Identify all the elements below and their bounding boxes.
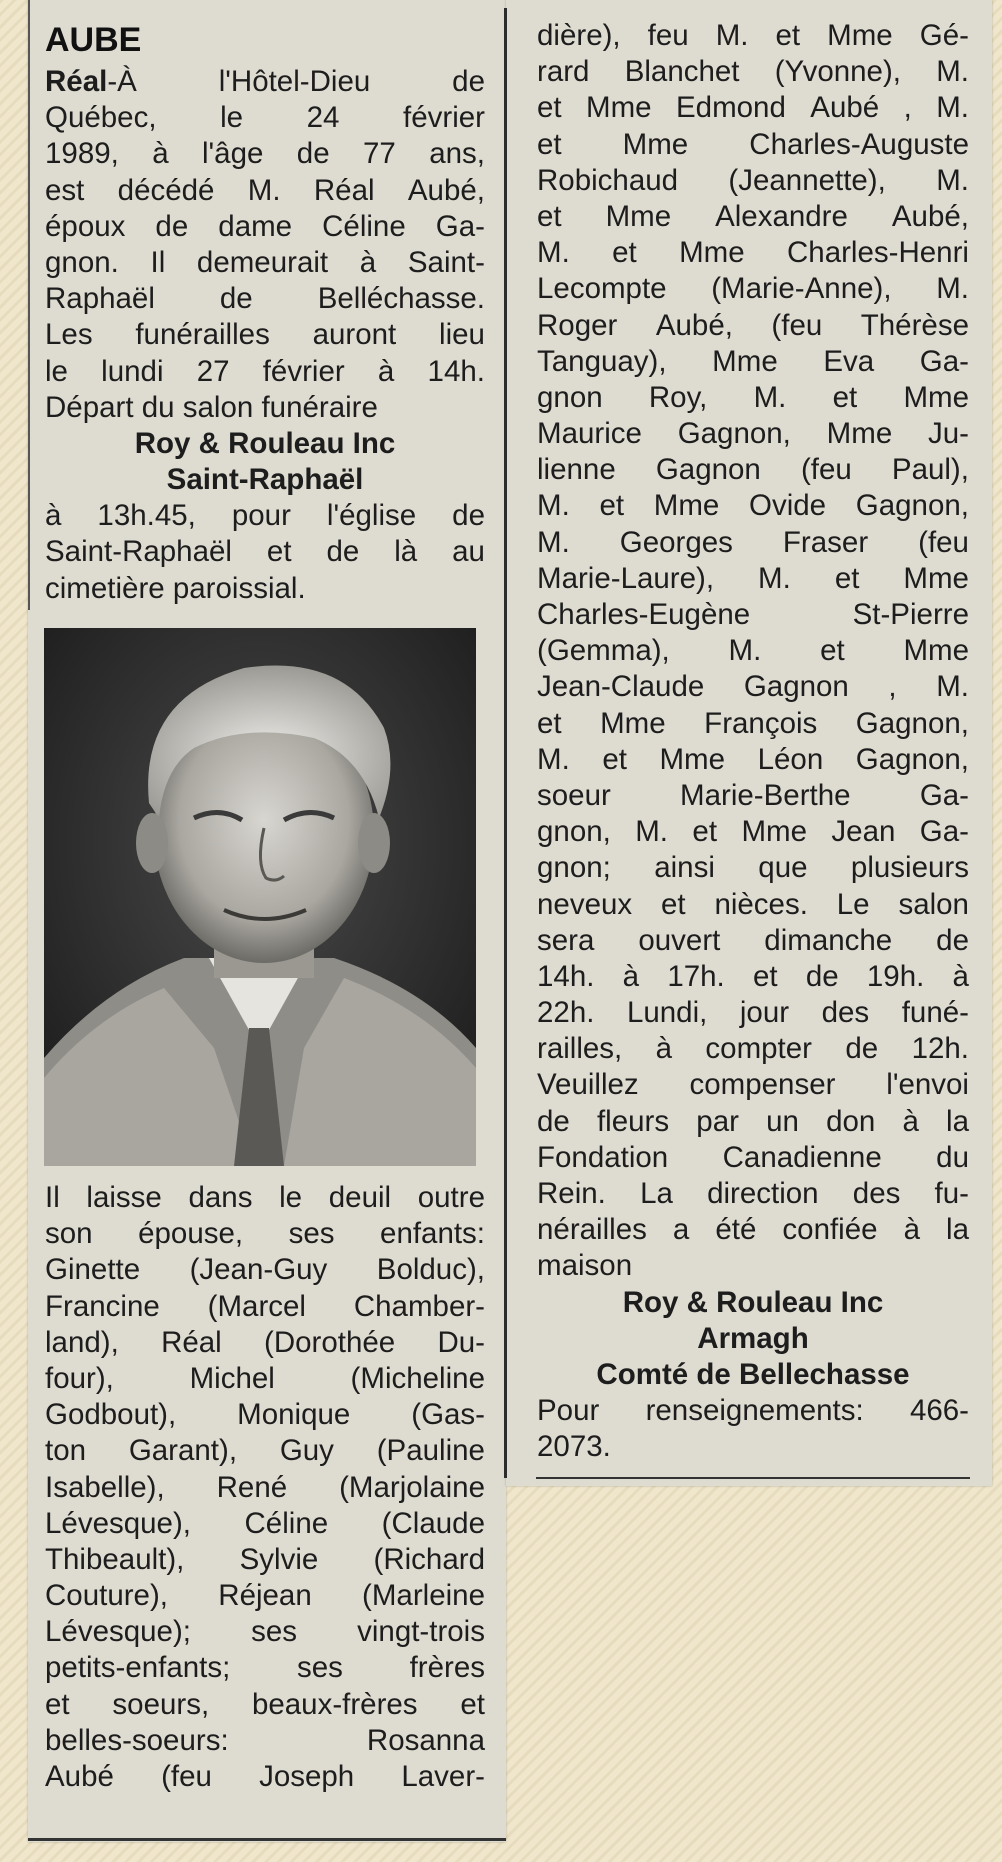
text-line: gnon Roy, M. et Mme bbox=[537, 380, 969, 414]
funeral-home-1-name: Roy & Rouleau Inc bbox=[134, 426, 396, 460]
survivors-right bbox=[537, 18, 969, 1466]
text-line: M. et Mme Charles-Henri bbox=[537, 236, 969, 270]
text-line: Québec, le 24 février bbox=[45, 101, 485, 135]
obituary-intro bbox=[45, 18, 485, 607]
text-line: Aubé (feu Joseph Laver- bbox=[45, 1760, 485, 1793]
text-line: est décédé M. Réal Aubé, bbox=[45, 173, 485, 207]
text-line: cimetière paroissial. bbox=[45, 571, 306, 605]
intro-paragraph bbox=[45, 64, 485, 426]
text-line: Charles-Eugène St-Pierre bbox=[537, 598, 969, 631]
text-line: gnon; ainsi que plusieurs bbox=[537, 851, 969, 885]
text-line: nérailles a été confiée à la bbox=[537, 1213, 969, 1247]
funeral-home-2-location: Armagh bbox=[697, 1321, 809, 1355]
text-line: Il laisse dans le deuil outre bbox=[45, 1181, 485, 1214]
column-divider bbox=[504, 8, 507, 1478]
bottom-rule-right bbox=[536, 1477, 970, 1479]
text-line: 22h. Lundi, jour des funé- bbox=[537, 996, 969, 1030]
text-line: Tanguay), Mme Eva Ga- bbox=[537, 344, 969, 378]
text-line: ton Garant), Guy (Pauline bbox=[45, 1434, 485, 1468]
text-line: Maurice Gagnon, Mme Ju- bbox=[537, 417, 969, 451]
text-line: Départ du salon funéraire bbox=[45, 390, 378, 424]
text-line: 2073. bbox=[537, 1430, 611, 1464]
text-line: petits-enfants; ses frères bbox=[45, 1651, 485, 1685]
text-line: M. et Mme Ovide Gagnon, bbox=[537, 489, 969, 523]
text-line: land), Réal (Dorothée Du- bbox=[45, 1325, 485, 1359]
survivors-left bbox=[45, 1180, 485, 1795]
text-line: rard Blanchet (Yvonne), M. bbox=[537, 55, 969, 89]
text-line: Roger Aubé, (feu Thérèse bbox=[537, 308, 969, 342]
text-line: sera ouvert dimanche de bbox=[537, 923, 969, 957]
text-line: Thibeault), Sylvie (Richard bbox=[45, 1542, 485, 1576]
text-line: Rein. La direction des fu- bbox=[537, 1177, 969, 1210]
text-line: 1989, à l'âge de 77 ans, bbox=[45, 137, 485, 171]
obituary-heading: AUBE bbox=[45, 21, 142, 59]
text-line: époux de dame Céline Ga- bbox=[45, 209, 485, 243]
text-line: gnon. Il demeurait à Saint- bbox=[45, 245, 485, 279]
departure-paragraph bbox=[45, 498, 485, 607]
text-line: gnon, M. et Mme Jean Ga- bbox=[537, 815, 969, 849]
funeral-home-2-name: Roy & Rouleau Inc bbox=[622, 1285, 884, 1319]
text-line: Isabelle), René (Marjolaine bbox=[45, 1470, 485, 1504]
text-line: de fleurs par un don à la bbox=[537, 1104, 969, 1138]
text-line: Lévesque), Céline (Claude bbox=[45, 1506, 485, 1540]
text-line: son épouse, ses enfants: bbox=[45, 1217, 485, 1251]
bottom-rule-left bbox=[28, 1838, 506, 1841]
text-line: Robichaud (Jeannette), M. bbox=[537, 163, 969, 197]
text-line: Veuillez compenser l'envoi bbox=[537, 1068, 969, 1102]
funeral-home-2-county: Comté de Bellechasse bbox=[596, 1357, 910, 1391]
text-line: Réal-À l'Hôtel-Dieu de bbox=[45, 65, 485, 98]
text-line: M. Georges Fraser (feu bbox=[537, 525, 969, 559]
text-line: dière), feu M. et Mme Gé- bbox=[537, 19, 969, 52]
text-line: Jean-Claude Gagnon , M. bbox=[537, 670, 969, 704]
text-line: belles-soeurs: Rosanna bbox=[45, 1723, 485, 1757]
text-line: Marie-Laure), M. et Mme bbox=[537, 561, 969, 595]
text-line: 14h. à 17h. et de 19h. à bbox=[537, 959, 969, 993]
text-line: Francine (Marcel Chamber- bbox=[45, 1289, 485, 1323]
funeral-home-1-location: Saint-Raphaël bbox=[166, 463, 364, 497]
text-line: Les funérailles auront lieu bbox=[45, 318, 485, 352]
text-line: à 13h.45, pour l'église de bbox=[45, 499, 485, 533]
text-line: le lundi 27 février à 14h. bbox=[45, 354, 485, 388]
text-line: Saint-Raphaël et de là au bbox=[45, 535, 485, 569]
text-line: railles, à compter de 12h. bbox=[537, 1032, 969, 1066]
text-line: lienne Gagnon (feu Paul), bbox=[537, 453, 969, 487]
text-line: Fondation Canadienne du bbox=[537, 1140, 969, 1174]
text-line: Lévesque); ses vingt-trois bbox=[45, 1615, 485, 1649]
text-line: maison bbox=[537, 1249, 633, 1283]
text-line: et Mme François Gagnon, bbox=[537, 706, 969, 740]
text-line: Lecompte (Marie-Anne), M. bbox=[537, 272, 969, 306]
portrait-photo-icon bbox=[44, 628, 476, 1166]
text-line: M. et Mme Léon Gagnon, bbox=[537, 742, 969, 776]
left-edge-rule bbox=[28, 0, 30, 610]
text-line: et soeurs, beaux-frères et bbox=[45, 1687, 485, 1721]
text-line: (Gemma), M. et Mme bbox=[537, 634, 969, 668]
text-line: four), Michel (Micheline bbox=[45, 1361, 485, 1395]
text-line: et Mme Alexandre Aubé, bbox=[537, 199, 969, 233]
text-line: Godbout), Monique (Gas- bbox=[45, 1398, 485, 1432]
contact-info bbox=[537, 1393, 969, 1465]
text-line: Pour renseignements: 466- bbox=[537, 1394, 969, 1428]
text-line: neveux et nièces. Le salon bbox=[537, 887, 969, 921]
text-line: Raphaël de Belléchasse. bbox=[45, 282, 485, 316]
text-line: et Mme Edmond Aubé , M. bbox=[537, 91, 969, 125]
text-line: Ginette (Jean-Guy Bolduc), bbox=[45, 1253, 485, 1287]
text-line: soeur Marie-Berthe Ga- bbox=[537, 778, 969, 812]
text-line: et Mme Charles-Auguste bbox=[537, 127, 969, 161]
text-line: Couture), Réjean (Marleine bbox=[45, 1579, 485, 1613]
